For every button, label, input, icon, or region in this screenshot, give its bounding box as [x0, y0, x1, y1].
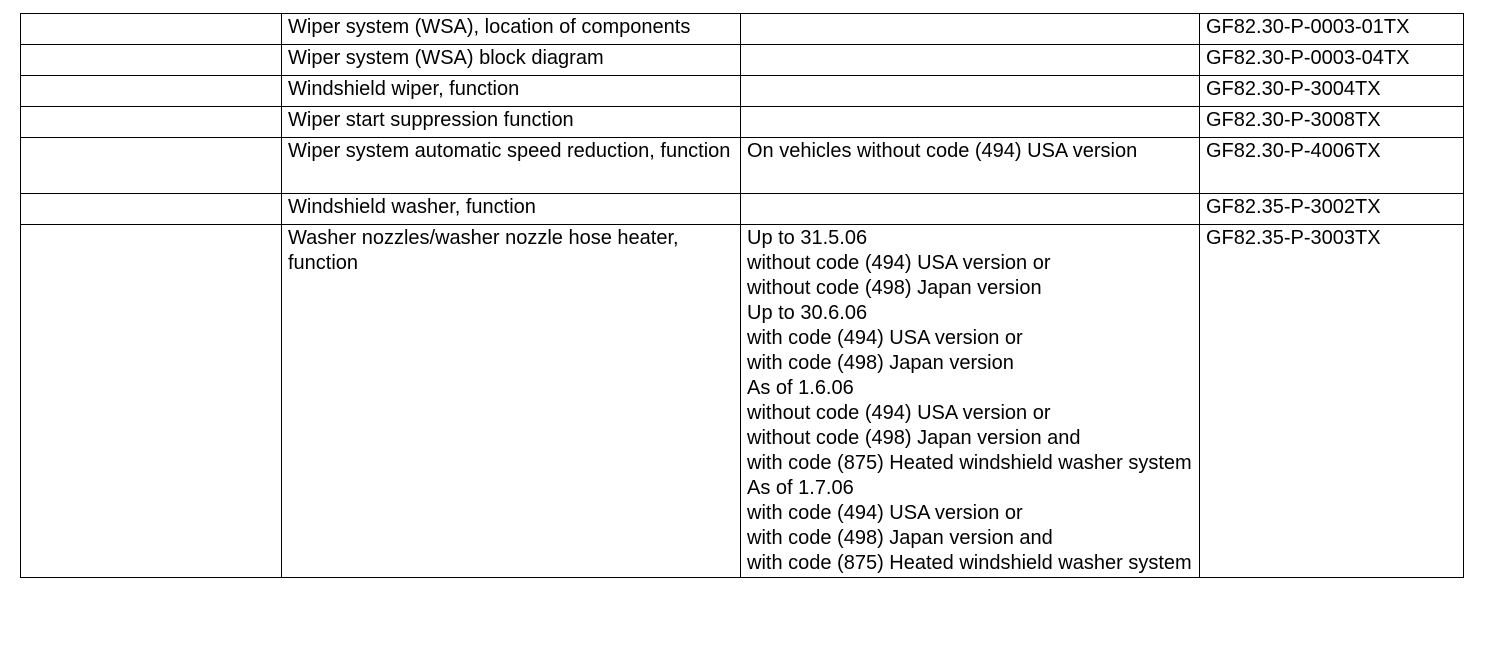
empty-cell: [21, 107, 282, 138]
document-number-cell: GF82.30-P-3008TX: [1200, 107, 1464, 138]
table-row: [21, 76, 1464, 107]
conditions-cell: [741, 107, 1200, 138]
empty-cell: [21, 225, 282, 578]
table-row: [21, 14, 1464, 45]
conditions-cell: [741, 45, 1200, 76]
empty-cell: [21, 138, 282, 194]
condition-line: As of 1.6.06: [747, 377, 854, 399]
condition-line: with code (494) USA version or: [747, 502, 1023, 524]
conditions-cell: [741, 225, 1200, 578]
document-number-cell: GF82.30-P-0003-01TX: [1200, 14, 1464, 45]
description-cell: Wiper system (WSA) block diagram: [282, 45, 741, 76]
document-number-cell: GF82.30-P-4006TX: [1200, 138, 1464, 194]
conditions-cell: [741, 76, 1200, 107]
condition-line: with code (498) Japan version and: [747, 527, 1053, 549]
document-number-cell: GF82.30-P-3004TX: [1200, 76, 1464, 107]
description-cell: Windshield wiper, function: [282, 76, 741, 107]
condition-line: with code (498) Japan version: [747, 352, 1014, 374]
description-cell: Wiper system (WSA), location of components: [282, 14, 741, 45]
table-row: [21, 107, 1464, 138]
condition-line: with code (875) Heated windshield washer system: [747, 452, 1192, 474]
condition-line: without code (498) Japan version: [747, 277, 1042, 299]
condition-line: As of 1.7.06: [747, 477, 854, 499]
table-row: [21, 138, 1464, 194]
document-number-cell: GF82.30-P-0003-04TX: [1200, 45, 1464, 76]
conditions-cell: [741, 194, 1200, 225]
table-body: [21, 14, 1464, 578]
table-row: [21, 225, 1464, 578]
condition-line: without code (494) USA version or: [747, 252, 1051, 274]
description-cell: Wiper start suppression function: [282, 107, 741, 138]
table-row: [21, 194, 1464, 225]
empty-cell: [21, 194, 282, 225]
description-cell: Wiper system automatic speed reduction, function: [282, 138, 741, 194]
condition-line: On vehicles without code (494) USA version: [747, 140, 1138, 162]
empty-cell: [21, 45, 282, 76]
conditions-cell: [741, 14, 1200, 45]
condition-line: with code (875) Heated windshield washer system: [747, 552, 1192, 574]
document-number-cell: GF82.35-P-3003TX: [1200, 225, 1464, 578]
document-number-cell: GF82.35-P-3002TX: [1200, 194, 1464, 225]
condition-line: with code (494) USA version or: [747, 327, 1023, 349]
empty-cell: [21, 76, 282, 107]
empty-cell: [21, 14, 282, 45]
condition-line: without code (498) Japan version and: [747, 427, 1081, 449]
condition-line: Up to 31.5.06: [747, 227, 868, 249]
table-row: [21, 45, 1464, 76]
document-table: [20, 13, 1464, 578]
description-cell: Washer nozzles/washer nozzle hose heater, function: [282, 225, 741, 578]
condition-line: without code (494) USA version or: [747, 402, 1051, 424]
description-cell: Windshield washer, function: [282, 194, 741, 225]
condition-line: Up to 30.6.06: [747, 302, 868, 324]
conditions-cell: [741, 138, 1200, 194]
